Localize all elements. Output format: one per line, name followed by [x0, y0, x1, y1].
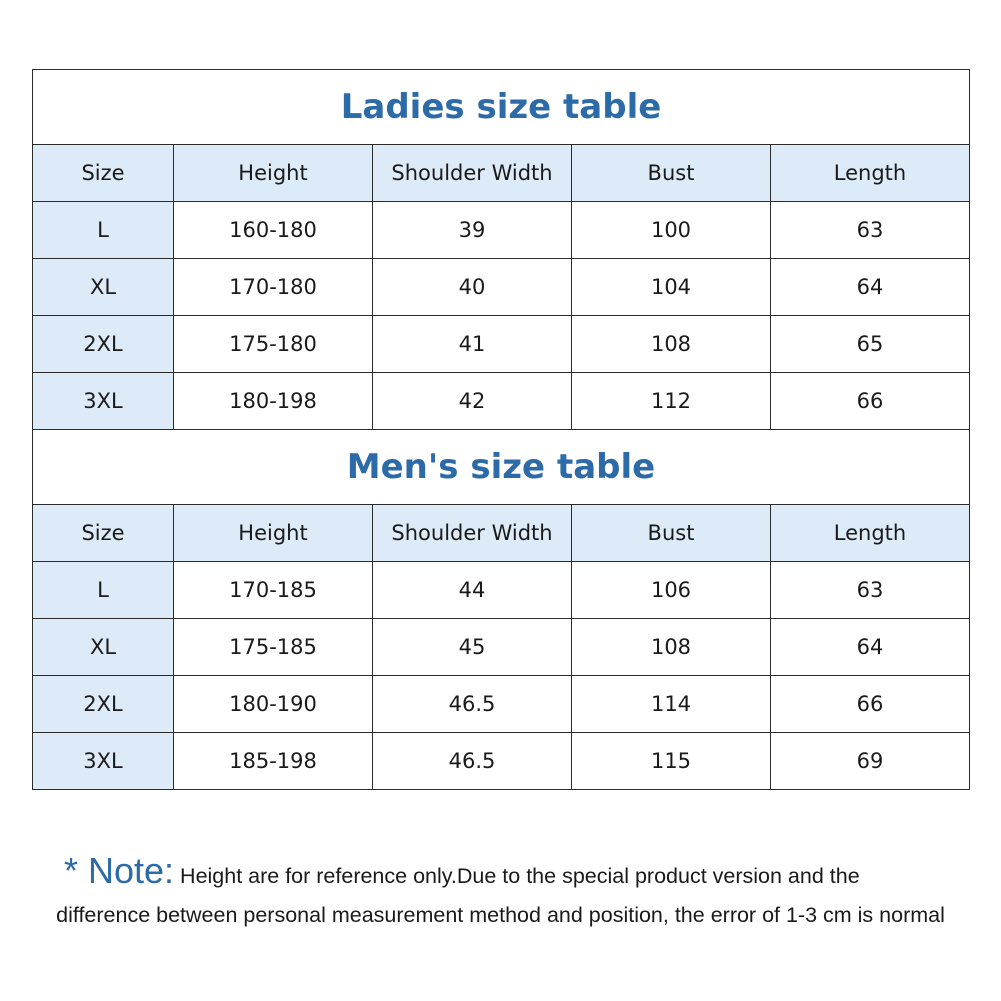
bust-cell: 112	[572, 373, 771, 430]
height-cell: 170-185	[174, 562, 373, 619]
table-row	[33, 316, 970, 373]
table-row	[33, 676, 970, 733]
shoulder-width-cell: 44	[373, 562, 572, 619]
height-cell: 175-180	[174, 316, 373, 373]
bust-cell: 100	[572, 202, 771, 259]
bust-cell: 115	[572, 733, 771, 790]
column-header-bust: Bust	[572, 505, 771, 562]
shoulder-width-cell: 42	[373, 373, 572, 430]
shoulder-width-cell: 41	[373, 316, 572, 373]
column-header-shoulder-width: Shoulder Width	[373, 505, 572, 562]
size-cell: XL	[33, 619, 174, 676]
bust-cell: 108	[572, 316, 771, 373]
size-cell: 3XL	[33, 733, 174, 790]
bust-cell: 114	[572, 676, 771, 733]
height-cell: 175-185	[174, 619, 373, 676]
column-header-size: Size	[33, 505, 174, 562]
length-cell: 64	[771, 259, 970, 316]
length-cell: 66	[771, 676, 970, 733]
table-row	[33, 733, 970, 790]
height-cell: 180-198	[174, 373, 373, 430]
table-row	[33, 562, 970, 619]
table-row	[33, 619, 970, 676]
size-cell: 2XL	[33, 316, 174, 373]
column-header-length: Length	[771, 505, 970, 562]
column-header-shoulder-width: Shoulder Width	[373, 145, 572, 202]
note-line-1	[0, 850, 1001, 892]
column-header-size: Size	[33, 145, 174, 202]
ladies-header-row	[33, 145, 970, 202]
ladies-title-row	[33, 70, 970, 145]
table-row	[33, 373, 970, 430]
length-cell: 63	[771, 562, 970, 619]
length-cell: 63	[771, 202, 970, 259]
table-row	[33, 259, 970, 316]
size-cell: 2XL	[33, 676, 174, 733]
length-cell: 65	[771, 316, 970, 373]
bust-cell: 106	[572, 562, 771, 619]
length-cell: 64	[771, 619, 970, 676]
size-cell: L	[33, 202, 174, 259]
table-row	[33, 202, 970, 259]
column-header-height: Height	[174, 145, 373, 202]
size-cell: XL	[33, 259, 174, 316]
bust-cell: 104	[572, 259, 771, 316]
length-cell: 69	[771, 733, 970, 790]
height-cell: 180-190	[174, 676, 373, 733]
length-cell: 66	[771, 373, 970, 430]
height-cell: 170-180	[174, 259, 373, 316]
note-text-line-1: Height are for reference only.Due to the special product version and the	[174, 864, 860, 888]
ladies-table-title: Ladies size table	[33, 70, 970, 145]
size-cell: 3XL	[33, 373, 174, 430]
note-line-2: difference between personal measurement method and position, the error of 1-3 cm is normal	[56, 903, 945, 927]
column-header-height: Height	[174, 505, 373, 562]
height-cell: 185-198	[174, 733, 373, 790]
mens-header-row	[33, 505, 970, 562]
column-header-length: Length	[771, 145, 970, 202]
size-cell: L	[33, 562, 174, 619]
size-chart-table	[32, 69, 970, 790]
shoulder-width-cell: 39	[373, 202, 572, 259]
mens-table-title: Men's size table	[33, 430, 970, 505]
shoulder-width-cell: 46.5	[373, 676, 572, 733]
shoulder-width-cell: 40	[373, 259, 572, 316]
shoulder-width-cell: 45	[373, 619, 572, 676]
height-cell: 160-180	[174, 202, 373, 259]
shoulder-width-cell: 46.5	[373, 733, 572, 790]
note-marker: *	[64, 850, 89, 891]
column-header-bust: Bust	[572, 145, 771, 202]
note-label: Note:	[88, 850, 175, 891]
bust-cell: 108	[572, 619, 771, 676]
mens-title-row	[33, 430, 970, 505]
